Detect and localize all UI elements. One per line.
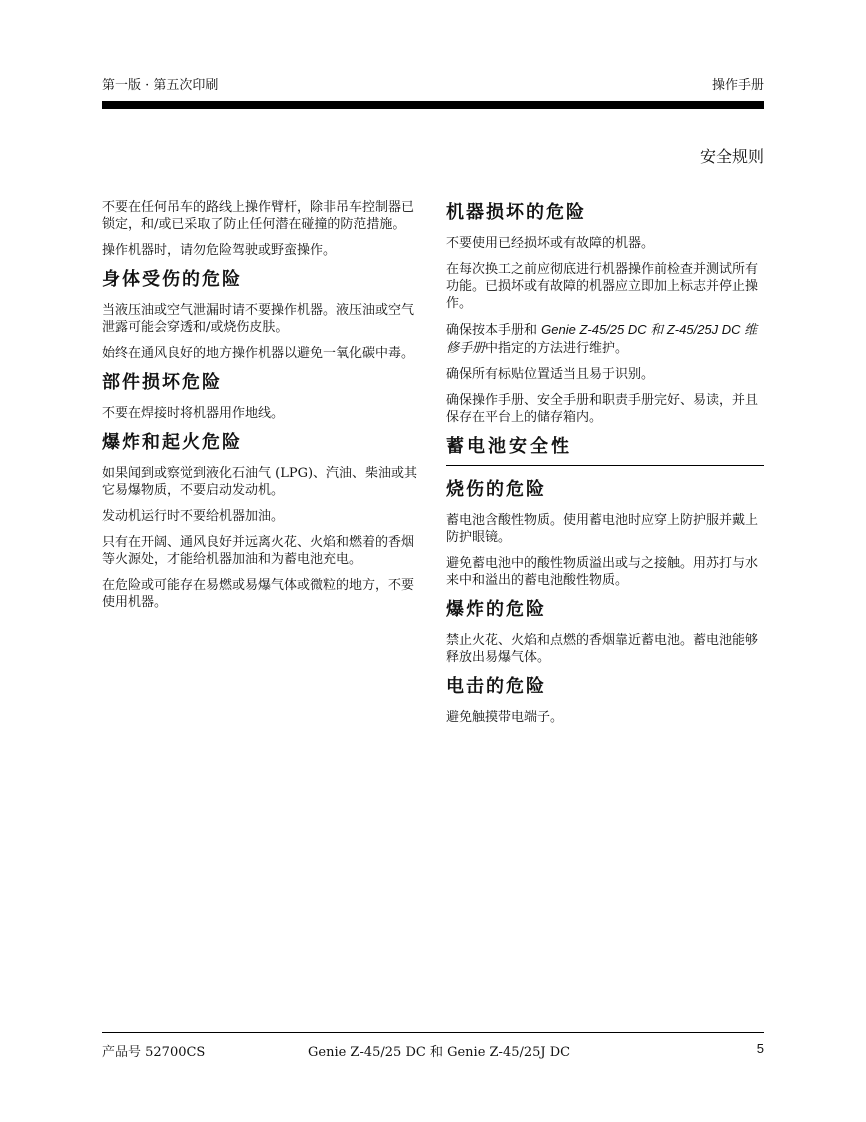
left-column: [102, 199, 420, 620]
paragraph: 确保操作手册、安全手册和职责手册完好、易读，并且保存在平台上的储存箱内。: [446, 393, 759, 425]
paragraph: 避免蓄电池中的酸性物质溢出或与之接触。用苏打与水来中和溢出的蓄电池酸性物质。: [446, 556, 759, 588]
edition-label: 第一版 · 第五次印刷: [102, 78, 219, 93]
paragraph: 操作机器时，请勿危险驾驶或野蛮操作。: [102, 243, 337, 258]
maintenance-text-pre: 确保按本手册和: [446, 323, 542, 338]
paragraph: 在危险或可能存在易燃或易爆气体或微粒的地方，不要使用机器。: [102, 578, 415, 610]
paragraph: 如果闻到或察觉到液化石油气 (LPG)、汽油、柴油或其它易爆物质，不要启动发动机。: [102, 466, 418, 498]
heading-explosion-fire: 爆炸和起火危险: [102, 432, 242, 453]
paragraph: 不要在焊接时将机器用作地线。: [102, 406, 285, 421]
manual-type-label: 操作手册: [711, 78, 764, 93]
page-footer: [102, 1041, 764, 1061]
paragraph: 不要使用已经损坏或有故障的机器。: [446, 236, 655, 251]
maintenance-text-post: 中指定的方法进行维护。: [485, 341, 629, 356]
service-manual-title: Genie Z-45/25 DC 和 Z-45/25J DC 维修手册: [446, 322, 758, 355]
heading-machine-damage: 机器损坏的危险: [446, 202, 586, 223]
paragraph: 禁止火花、火焰和点燃的香烟靠近蓄电池。蓄电池能够释放出易爆气体。: [446, 633, 759, 665]
paragraph: 当液压油或空气泄漏时请不要操作机器。液压油或空气泄露可能会穿透和/或烧伤皮肤。: [102, 303, 415, 335]
model-names: Genie Z-45/25 DC 和 Genie Z-45/25J DC: [308, 1045, 571, 1060]
page-number: 5: [756, 1041, 764, 1056]
heading-burn-hazard: 烧伤的危险: [446, 479, 546, 500]
paragraph: 避免触摸带电端子。: [446, 710, 564, 725]
heading-shock-hazard: 电击的危险: [446, 676, 546, 697]
heading-explosion-hazard: 爆炸的危险: [446, 599, 546, 620]
heading-battery-safety: 蓄电池安全性: [446, 435, 764, 466]
heading-body-injury: 身体受伤的危险: [102, 269, 242, 290]
paragraph-maintenance: [446, 321, 764, 357]
right-column: [446, 199, 764, 735]
section-title: 安全规则: [699, 147, 764, 166]
page-header: [102, 74, 764, 96]
paragraph: 不要在任何吊车的路线上操作臂杆，除非吊车控制器已锁定，和/或已采取了防止任何潜在碰撞的防范措施。: [102, 200, 415, 232]
paragraph: 只有在开阔、通风良好并远离火花、火焰和燃着的香烟等火源处，才能给机器加油和为蓄电池充电。: [102, 535, 415, 567]
paragraph: 发动机运行时不要给机器加油。: [102, 509, 285, 524]
paragraph: 始终在通风良好的地方操作机器以避免一氧化碳中毒。: [102, 346, 415, 361]
heading-component-damage: 部件损坏危险: [102, 372, 222, 393]
part-number: 产品号 52700CS: [102, 1045, 206, 1060]
paragraph: 确保所有标贴位置适当且易于识别。: [446, 367, 655, 382]
header-rule: [102, 101, 764, 109]
footer-rule: [102, 1032, 764, 1033]
paragraph: 蓄电池含酸性物质。使用蓄电池时应穿上防护服并戴上防护眼镜。: [446, 513, 759, 545]
paragraph: 在每次换工之前应彻底进行机器操作前检查并测试所有功能。已损坏或有故障的机器应立即加上标志并停止操作。: [446, 262, 759, 311]
